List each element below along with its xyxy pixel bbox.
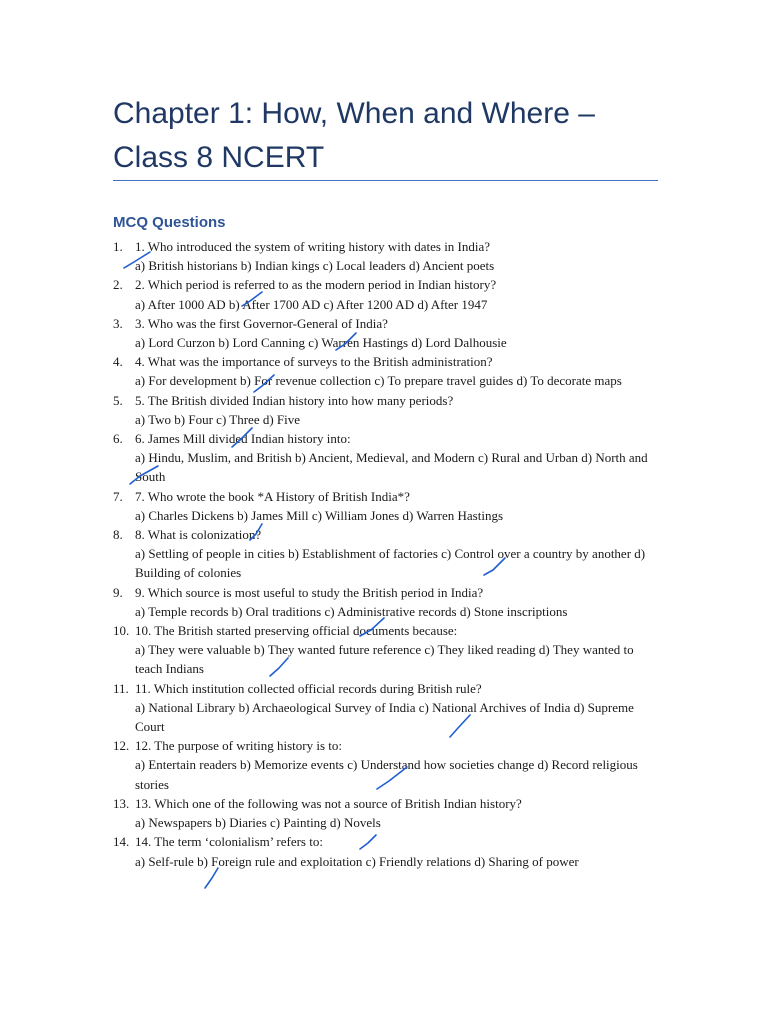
question-item (113, 429, 658, 487)
question-number: 2. (113, 277, 123, 293)
question-options: a) British historians b) Indian kings c) Local leaders d) Ancient poets (135, 258, 495, 274)
question-number: 11. (113, 680, 129, 696)
question-text: 7. Who wrote the book *A History of British India*? (135, 488, 410, 504)
question-item (113, 832, 658, 870)
question-options: a) National Library b) Archaeological Survey of India c) National Archives of India d) Supreme Court (135, 699, 634, 735)
question-number: 5. (113, 392, 123, 408)
question-item (113, 525, 658, 583)
question-item (113, 237, 658, 275)
checkmark-icon (205, 868, 218, 888)
question-text: 4. What was the importance of surveys to the British administration? (135, 354, 493, 370)
question-text: 2. Which period is referred to as the modern period in Indian history? (135, 277, 497, 293)
question-options: a) Entertain readers b) Memorize events c) Understand how societies change d) Record religious stories (135, 757, 638, 792)
question-item (113, 679, 658, 737)
question-options: a) Temple records b) Oral traditions c) Administrative records d) Stone inscriptions (135, 603, 568, 619)
question-number: 3. (113, 315, 123, 331)
question-item (113, 583, 658, 621)
question-list (113, 237, 658, 871)
question-options: a) Charles Dickens b) James Mill c) William Jones d) Warren Hastings (135, 507, 504, 523)
question-item (113, 487, 658, 525)
question-number: 7. (113, 488, 123, 504)
question-text: 13. Which one of the following was not a source of British Indian history? (135, 795, 522, 811)
question-number: 6. (113, 431, 123, 447)
title-divider (113, 180, 658, 181)
question-text: 9. Which source is most useful to study the British period in India? (135, 584, 484, 600)
question-text: 11. Which institution collected official records during British rule? (135, 680, 482, 696)
question-text: 1. Who introduced the system of writing history with dates in India? (135, 239, 491, 254)
question-number: 14. (113, 834, 130, 850)
question-number: 4. (113, 354, 123, 370)
question-text: 12. The purpose of writing history is to: (135, 738, 343, 754)
question-text: 5. The British divided Indian history into how many periods? (135, 392, 454, 408)
question-text: 6. James Mill divided Indian history into: (135, 431, 351, 447)
question-number: 1. (113, 239, 123, 254)
question-text: 10. The British started preserving official documents because: (135, 623, 458, 639)
question-item (113, 621, 658, 679)
question-text: 14. The term ‘colonialism’ refers to: (135, 834, 323, 850)
question-text: 3. Who was the first Governor-General of India? (135, 315, 388, 331)
question-options: a) For development b) For revenue collection c) To prepare travel guides d) To decorate maps (135, 373, 622, 389)
question-number: 12. (113, 738, 130, 754)
question-item (113, 275, 658, 313)
question-options: a) Hindu, Muslim, and British b) Ancient, Medieval, and Modern c) Rural and Urban d) North and South (135, 450, 648, 485)
question-item (113, 736, 658, 794)
question-item (113, 352, 658, 390)
page-title (113, 92, 673, 180)
question-number: 9. (113, 584, 123, 600)
question-options: a) Newspapers b) Diaries c) Painting d) Novels (135, 815, 381, 831)
question-options: a) After 1000 AD b) After 1700 AD c) After 1200 AD d) After 1947 (135, 296, 488, 312)
question-options: a) Lord Curzon b) Lord Canning c) Warren Hastings d) Lord Dalhousie (135, 335, 507, 351)
question-item (113, 314, 658, 352)
question-number: 8. (113, 527, 123, 543)
question-number: 10. (113, 623, 130, 639)
title-line-1: Chapter 1: How, When and Where – (113, 97, 595, 130)
section-heading: MCQ Questions (113, 214, 226, 231)
question-options: a) Two b) Four c) Three d) Five (135, 411, 301, 427)
question-text: 8. What is colonization? (135, 527, 262, 543)
question-item (113, 391, 658, 429)
question-options: a) They were valuable b) They wanted future reference c) They liked reading d) They wanted to teach Indians (135, 642, 634, 677)
question-options: a) Settling of people in cities b) Establishment of factories c) Control over a country by another d) Building of colonies (135, 546, 646, 581)
question-options: a) Self-rule b) Foreign rule and exploitation c) Friendly relations d) Sharing of power (135, 853, 579, 869)
question-number: 13. (113, 795, 130, 811)
title-line-2: Class 8 NCERT (113, 141, 325, 174)
question-item (113, 794, 658, 832)
